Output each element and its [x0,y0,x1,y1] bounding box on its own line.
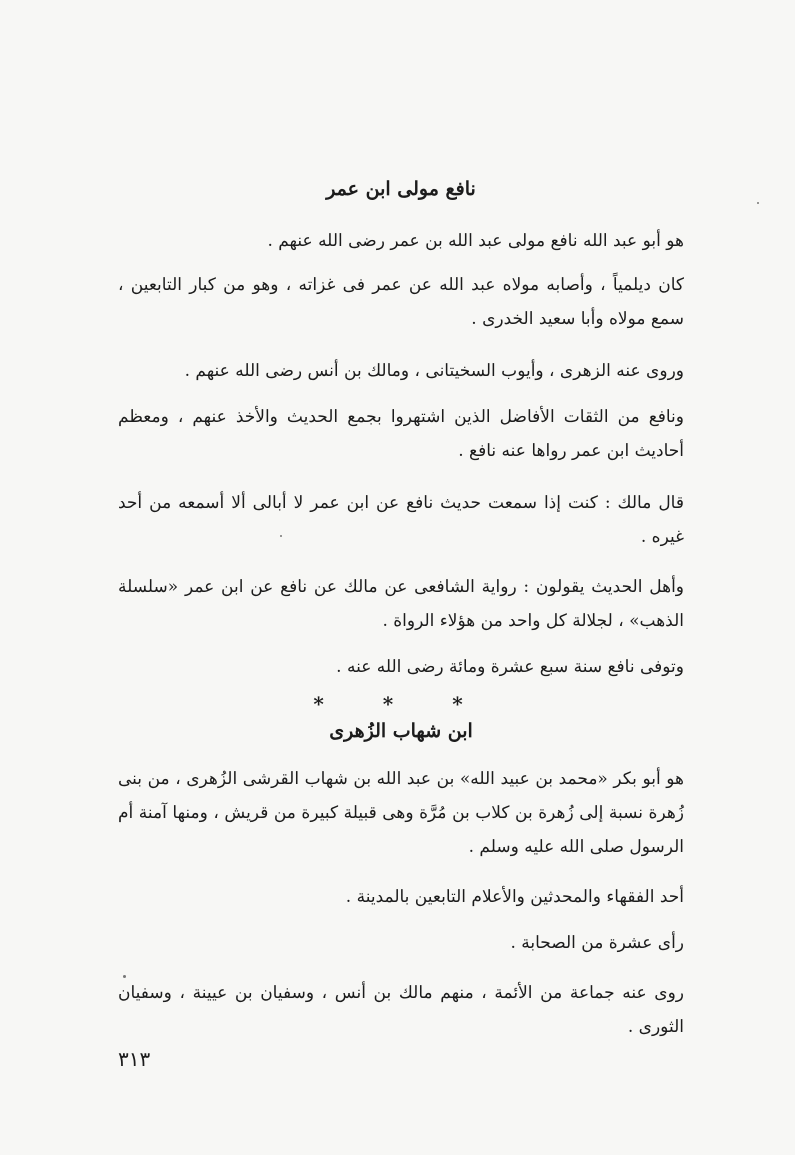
scan-speck [280,535,282,537]
paragraph: هو أبو عبد الله نافع مولى عبد الله بن عمر رضى الله عنهم . [267,231,684,251]
paragraph: وأهل الحديث يقولون : رواية الشافعى عن مالك عن نافع عن ابن عمر «سلسلة الذهب» ، لجلالة كل واحد من هؤلاء الرواة . [118,577,684,631]
section-title-zuhri: ابن شهاب الزُهرى [329,720,473,742]
scan-speck [757,202,759,204]
section-separator: * * * [313,692,489,716]
paragraph: قال مالك : كنت إذا سمعت حديث نافع عن ابن عمر لا أبالى ألا أسمعه من أحد غيره . [118,493,684,547]
paragraph: وتوفى نافع سنة سبع عشرة ومائة رضى الله عنه . [336,657,684,677]
paragraph: أحد الفقهاء والمحدثين والأعلام التابعين بالمدينة . [345,887,684,907]
section-title-nafi: نافع مولى ابن عمر [326,178,476,200]
paragraph: ونافع من الثقات الأفاضل الذين اشتهروا بجمع الحديث والأخذ عنهم ، ومعظم أحاديث ابن عمر رواها عنه نافع . [118,407,684,461]
paragraph: كان ديلمياً ، وأصابه مولاه عبد الله عن عمر فى غزاته ، وهو من كبار التابعين ، سمع مولاه وأبا سعيد الخدرى . [118,275,684,329]
paragraph: هو أبو بكر «محمد بن عبيد الله» بن عبد الله بن شهاب القرشى الزُهرى ، من بنى زُهرة نسبة إلى زُهرة بن كلاب بن مُرَّة وهى قبيلة كبيرة من قريش ، ومنها آمنة أم الرسول صلى الله عليه وسلم . [118,769,684,857]
paragraph: وروى عنه الزهرى ، وأيوب السخيتانى ، ومالك بن أنس رضى الله عنهم . [184,361,684,381]
scan-speck [123,975,126,978]
page-number: ٣١٣ [118,1047,151,1071]
paragraph: روى عنه جماعة من الأئمة ، منهم مالك بن أنس ، وسفيان بن عيينة ، وسفيان الثورى . [118,983,684,1037]
paragraph: رأى عشرة من الصحابة . [510,933,684,953]
